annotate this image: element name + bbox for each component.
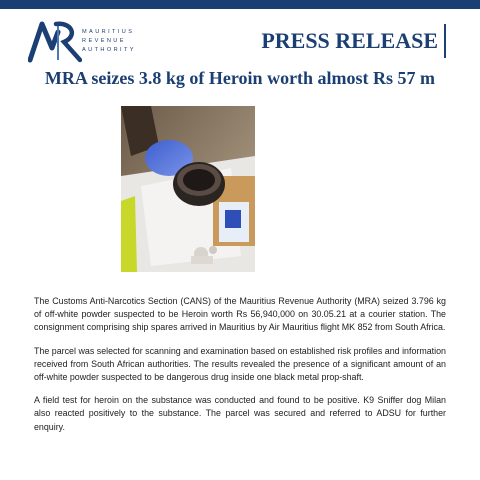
body-paragraph-1: The Customs Anti-Narcotics Section (CANS) of the Mauritius Revenue Authority (MRA) seized 3.796 kg of off-white powder suspected to be Heroin worth Rs 56,940,000 on 30.05.21 at a courier station. The consignment comprising ship spares arrived in Mauritius by Air Mauritius flight MK 852 from South Africa. xyxy=(34,296,446,333)
body-paragraph-3: A field test for heroin on the substance was conducted and found to be positive. K9 Sniffer dog Milan also reacted positively to the substance. The parcel was secured and referred to ADSU for further enquiry. xyxy=(34,395,446,432)
seizure-photo xyxy=(121,106,255,272)
mra-logo xyxy=(28,18,136,64)
top-color-bar xyxy=(0,0,480,9)
press-release-divider xyxy=(444,24,446,58)
logo-line-2: REVENUE xyxy=(82,38,126,44)
headline: MRA seizes 3.8 kg of Heroin worth almost Rs 57 m xyxy=(44,68,436,88)
logo-line-3: AUTHORITY xyxy=(82,47,136,53)
logo-wordmark xyxy=(82,28,136,55)
body-paragraph-2: The parcel was selected for scanning and examination based on established risk profiles and information received from South African authorities. The results revealed the presence of a significant amount of an off-white powder suspected to be dangerous drug inside one black metal prop-shaft. xyxy=(34,345,446,383)
logo-line-1: MAURITIUS xyxy=(82,29,135,35)
mra-logo-icon xyxy=(28,18,82,64)
press-release-body xyxy=(34,295,446,444)
press-release-label: PRESS RELEASE xyxy=(261,28,438,53)
